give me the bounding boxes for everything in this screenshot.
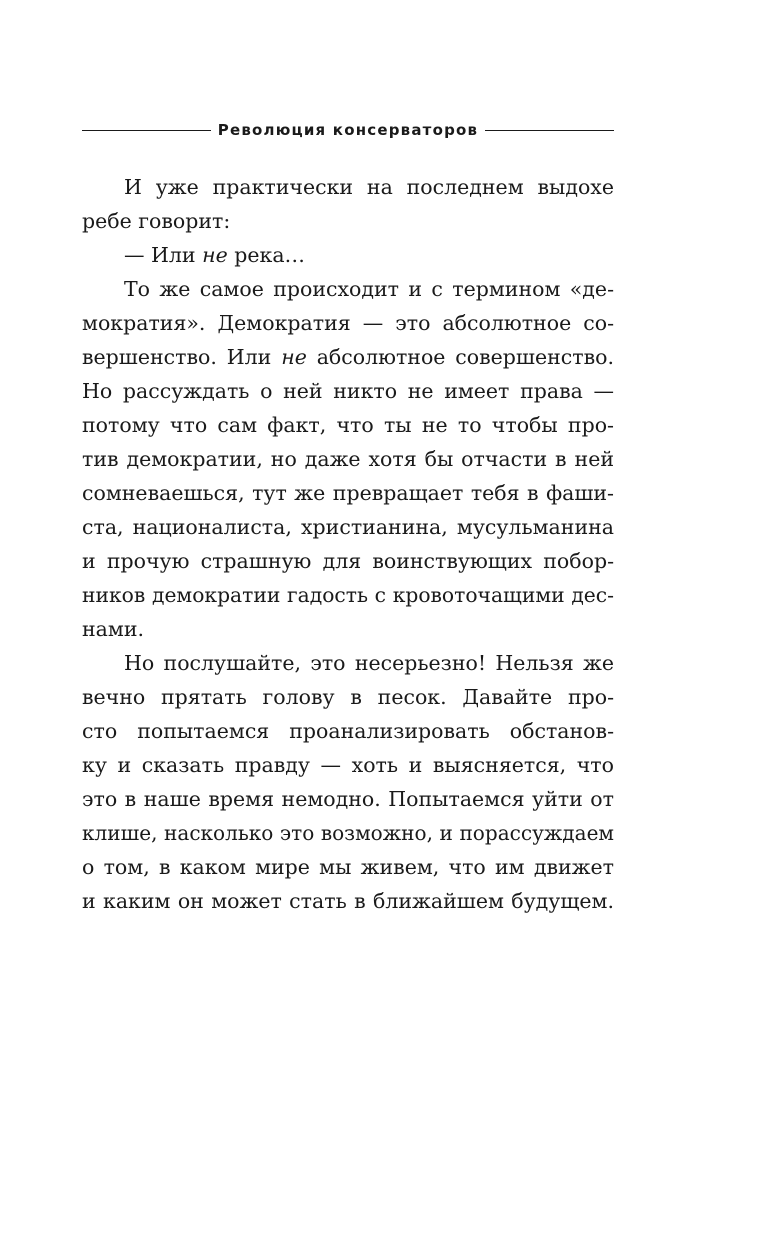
- header-rule-left: [82, 130, 211, 131]
- text-line: ников демократии гадость с кровоточащими дес-: [82, 583, 614, 607]
- line-segment: абсолютное совершенство.: [306, 345, 615, 369]
- text-line: [82, 238, 614, 272]
- text-line: и каким он может стать в ближайшем будущем.: [82, 889, 614, 913]
- text-line: нами.: [82, 617, 145, 641]
- running-header: [82, 118, 614, 142]
- text-line: ку и сказать правду — хоть и выясняется, что: [82, 753, 614, 777]
- italic-word: не: [202, 243, 228, 267]
- text-line: клише, насколько это возможно, и порассуждаем: [82, 821, 614, 845]
- line-segment: вершенство. Или: [82, 345, 282, 369]
- text-line: То же самое происходит и с термином «де-: [124, 277, 614, 301]
- text-line: ста, националиста, христианина, мусульманина: [82, 515, 614, 539]
- text-line: сомневаешься, тут же превращает тебя в фаши-: [82, 481, 614, 505]
- text-line: потому что сам факт, что ты не то чтобы про-: [82, 413, 614, 437]
- line-segment: река…: [227, 243, 306, 267]
- body-text: [82, 170, 614, 918]
- text-line: [82, 340, 614, 374]
- italic-word: не: [281, 345, 307, 369]
- text-line: Но рассуждать о ней никто не имеет права —: [82, 379, 614, 403]
- text-line: И уже практически на последнем выдохе: [124, 175, 614, 199]
- header-rule-right: [485, 130, 614, 131]
- text-line: мократия». Демократия — это абсолютное со-: [82, 311, 614, 335]
- text-line: это в наше время немодно. Попытаемся уйти от: [82, 787, 614, 811]
- text-line: и прочую страшную для воинствующих побор-: [82, 549, 614, 573]
- text-line: тив демократии, но даже хотя бы отчасти в ней: [82, 447, 614, 471]
- text-line: вечно прятать голову в песок. Давайте про-: [82, 685, 614, 709]
- text-line: сто попытаемся проанализировать обстанов-: [82, 719, 614, 743]
- text-line: Но послушайте, это несерьезно! Нельзя же: [124, 651, 614, 675]
- running-header-title: Революция консерваторов: [217, 121, 479, 139]
- line-segment: — Или: [124, 243, 203, 267]
- text-line: о том, в каком мире мы живем, что им движет: [82, 855, 614, 879]
- text-line: ребе говорит:: [82, 209, 231, 233]
